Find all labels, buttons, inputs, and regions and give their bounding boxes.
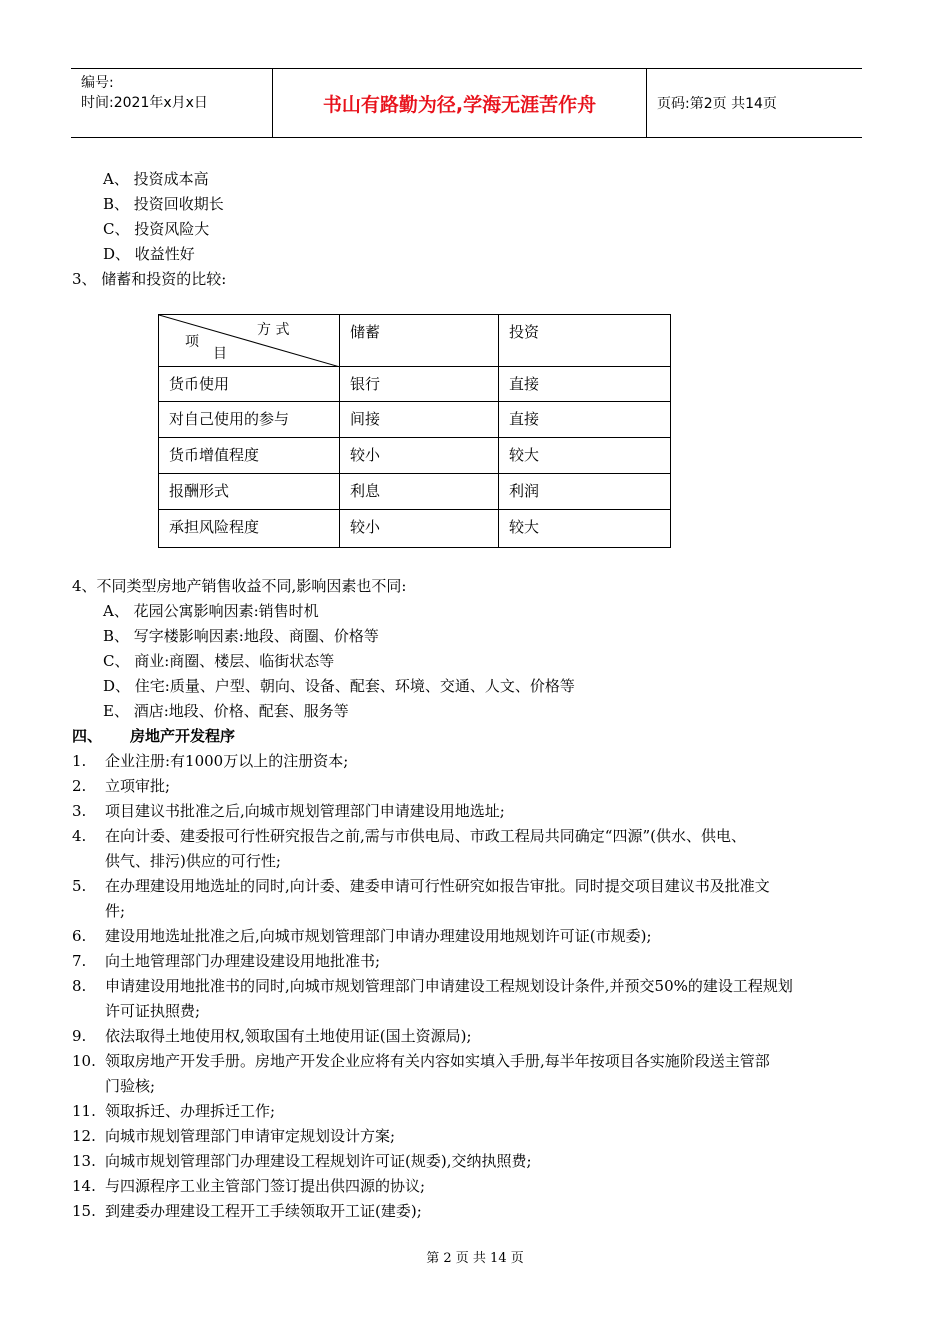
step-text: 领取拆迁、办理拆迁工作; — [105, 1102, 276, 1120]
table-cell: 承担风险程度 — [159, 510, 340, 548]
table-cell: 较大 — [499, 438, 671, 474]
table-row — [159, 510, 671, 548]
step-number: 15. — [72, 1202, 96, 1220]
heading-title: 房地产开发程序 — [130, 727, 236, 745]
step-number: 1. — [72, 752, 87, 770]
table-cell: 直接 — [499, 367, 671, 402]
corner-bottom-label: 项 — [185, 334, 199, 350]
step-text: 与四源程序工业主管部门签订提出供四源的协议; — [105, 1177, 426, 1195]
step-text: 项目建议书批准之后,向城市规划管理部门申请建设用地选址; — [105, 802, 505, 820]
number-label: 编号: — [81, 75, 114, 91]
header-meta — [81, 73, 208, 113]
time-label: 时间:2021年x月x日 — [81, 95, 208, 111]
table-cell: 银行 — [340, 367, 499, 402]
header-page-info: 页码:第2页 共14页 — [657, 96, 777, 112]
step-number: 6. — [72, 927, 87, 945]
table-cell: 货币增值程度 — [159, 438, 340, 474]
step-number: 8. — [72, 977, 87, 995]
table-row — [159, 438, 671, 474]
step-text: 依法取得土地使用权,领取国有土地使用证(国土资源局); — [105, 1027, 472, 1045]
step-text: 建设用地选址批准之后,向城市规划管理部门申请办理建设用地规划许可证(市规委); — [105, 927, 652, 945]
column-header: 投资 — [499, 315, 671, 367]
step-number: 2. — [72, 777, 87, 795]
header-motto: 书山有路勤为径,学海无涯苦作舟 — [322, 93, 597, 116]
table-cell: 货币使用 — [159, 367, 340, 402]
table-row — [159, 474, 671, 510]
step-text: 在办理建设用地选址的同时,向计委、建委申请可行性研究如报告审批。同时提交项目建议书及批准文 — [105, 877, 770, 895]
step-text: 向城市规划管理部门申请审定规划设计方案; — [105, 1127, 396, 1145]
section-title: 4、不同类型房地产销售收益不同,影响因素也不同: — [72, 577, 407, 595]
page-header — [71, 68, 862, 138]
corner-bottom-label: 目 — [213, 346, 227, 362]
column-header: 储蓄 — [340, 315, 499, 367]
step-number: 14. — [72, 1177, 96, 1195]
table-cell: 利润 — [499, 474, 671, 510]
step-text: 在向计委、建委报可行性研究报告之前,需与市供电局、市政工程局共同确定“四源”(供水、供电、 — [105, 827, 746, 845]
table-header-row — [159, 315, 671, 367]
list-item: E、 酒店:地段、价格、配套、服务等 — [103, 702, 349, 720]
step-number: 4. — [72, 827, 87, 845]
table-cell: 较大 — [499, 510, 671, 548]
table-cell: 间接 — [340, 402, 499, 438]
step-text: 向土地管理部门办理建设建设用地批准书; — [105, 952, 381, 970]
list-item: C、 商业:商圈、楼层、临街状态等 — [103, 652, 335, 670]
step-text: 向城市规划管理部门办理建设工程规划许可证(规委),交纳执照费; — [105, 1152, 532, 1170]
page-footer: 第 2 页 共 14 页 — [426, 1251, 524, 1266]
section-title: 3、 储蓄和投资的比较: — [72, 270, 227, 288]
step-text: 领取房地产开发手册。房地产开发企业应将有关内容如实填入手册,每半年按项目各实施阶段送主管部 — [105, 1052, 770, 1070]
step-text: 供气、排污)供应的可行性; — [105, 852, 281, 870]
step-number: 3. — [72, 802, 87, 820]
step-number: 10. — [72, 1052, 96, 1070]
diagonal-header-cell — [159, 315, 340, 367]
step-number: 7. — [72, 952, 87, 970]
step-number: 11. — [72, 1102, 96, 1120]
step-text: 许可证执照费; — [105, 1002, 201, 1020]
option-item: A、 投资成本高 — [103, 170, 209, 188]
table-row — [159, 367, 671, 402]
table-row — [159, 402, 671, 438]
table-cell: 直接 — [499, 402, 671, 438]
step-text: 门验核; — [105, 1077, 156, 1095]
corner-top-label: 方 式 — [257, 322, 290, 338]
step-number: 13. — [72, 1152, 96, 1170]
option-item: B、 投资回收期长 — [103, 195, 224, 213]
heading-number: 四、 — [72, 727, 103, 745]
table-cell: 较小 — [340, 438, 499, 474]
step-text: 件; — [105, 902, 126, 920]
step-text: 企业注册:有1000万以上的注册资本; — [105, 752, 349, 770]
header-divider — [646, 69, 647, 137]
step-text: 立项审批; — [105, 777, 171, 795]
step-number: 12. — [72, 1127, 96, 1145]
step-text: 到建委办理建设工程开工手续领取开工证(建委); — [105, 1202, 422, 1220]
option-item: D、 收益性好 — [103, 245, 195, 263]
step-number: 9. — [72, 1027, 87, 1045]
step-number: 5. — [72, 877, 87, 895]
list-item: D、 住宅:质量、户型、朝向、设备、配套、环境、交通、人文、价格等 — [103, 677, 575, 695]
comparison-table — [158, 314, 671, 548]
list-item: A、 花园公寓影响因素:销售时机 — [103, 602, 319, 620]
table-cell: 对自己使用的参与 — [159, 402, 340, 438]
table-cell: 报酬形式 — [159, 474, 340, 510]
step-text: 申请建设用地批准书的同时,向城市规划管理部门申请建设工程规划设计条件,并预交50%的建设工程规划 — [105, 977, 793, 995]
list-item: B、 写字楼影响因素:地段、商圈、价格等 — [103, 627, 379, 645]
table-cell: 较小 — [340, 510, 499, 548]
option-item: C、 投资风险大 — [103, 220, 210, 238]
table-cell: 利息 — [340, 474, 499, 510]
